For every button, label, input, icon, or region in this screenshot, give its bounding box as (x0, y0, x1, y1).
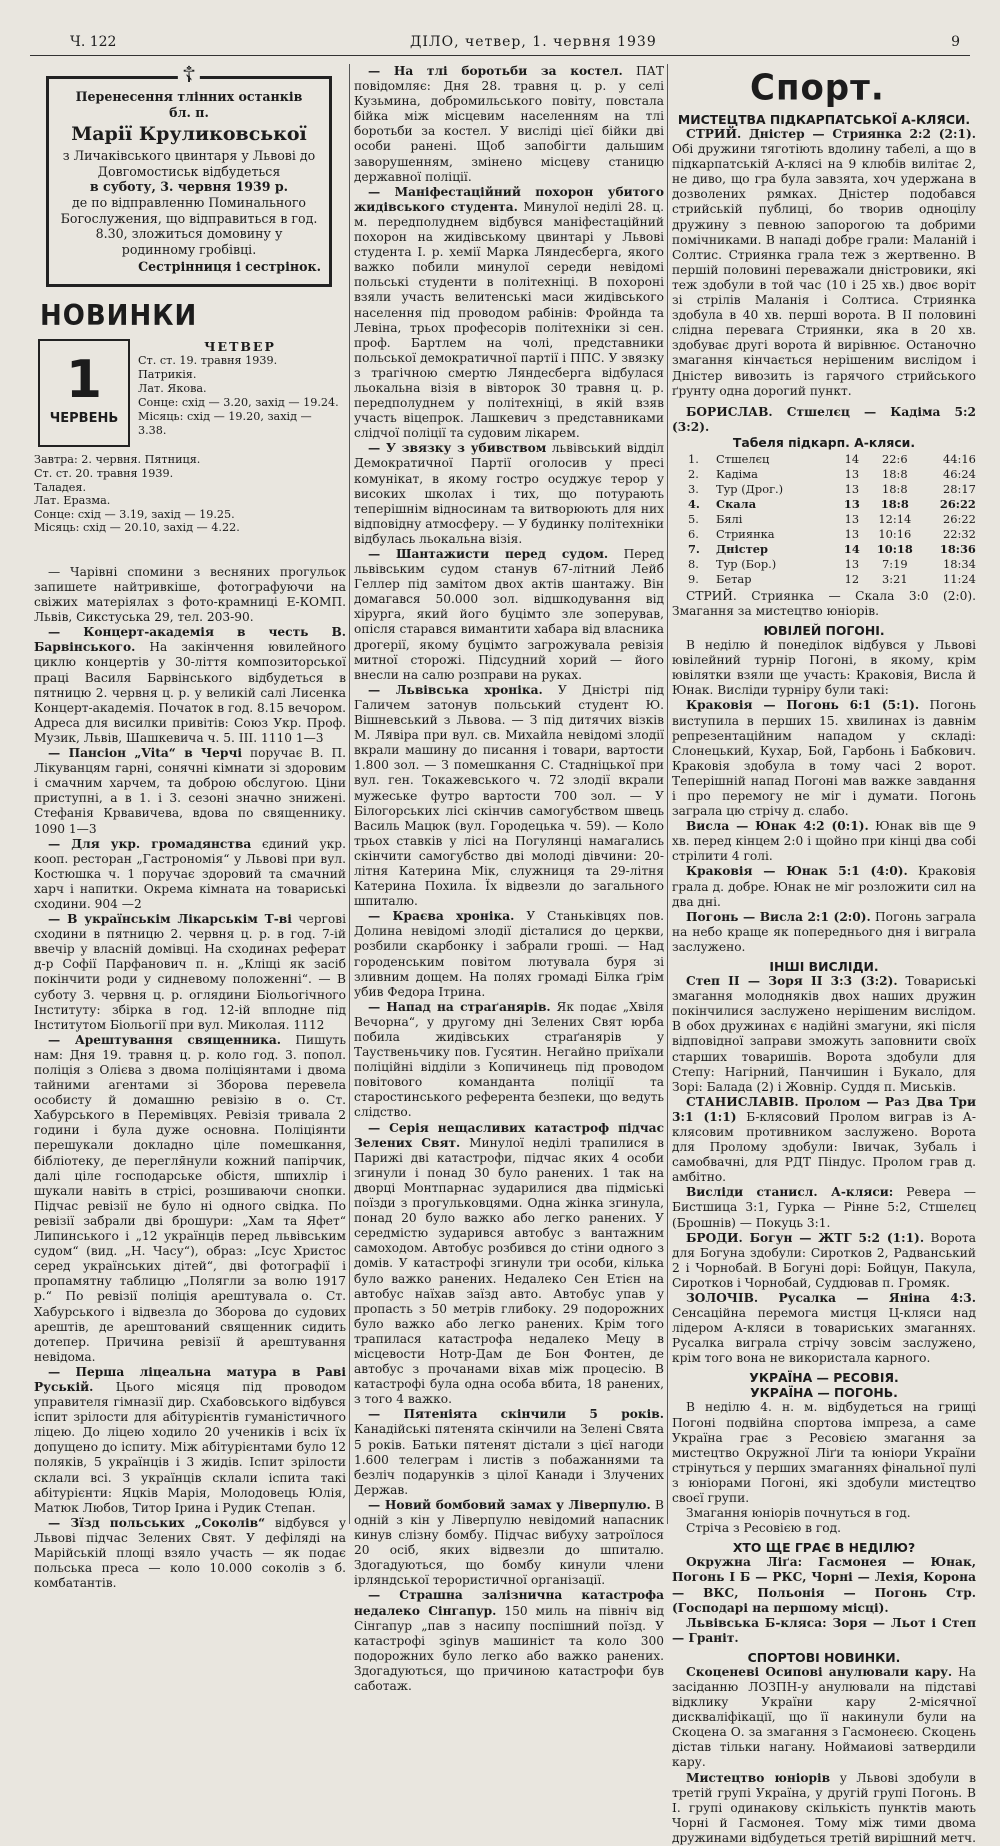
table-cell-s: 18:8 (880, 496, 909, 511)
calendar-info (138, 339, 342, 438)
table-cell-n: 7. (688, 541, 700, 556)
table-row (686, 542, 978, 557)
table-cell-team: Скала (716, 496, 757, 511)
masthead-date: ДІЛО, четвер, 1. червня 1939 (410, 34, 657, 50)
news-item: — Пансіон „Vita“ в Черчі поручає В. П. Лікуванцям гарні, сонячні кімнати зі здоровим і смачним харчем, та доброю обслугою. Ціни приступні, а в 1. і 3. сезоні значно знижені. Стефанія Крвавичева, вдова по священнику. 1090 1—3 (34, 746, 346, 836)
cross-icon: ☦ (178, 65, 200, 87)
sport-item: Окружна Ліґа: Гасмонея — Юнак, Погонь І Б — РКС, Чорні — Лехія, Корона — ВКС, Польонія — Погонь Стр. (Господарі на першому місці). (672, 1555, 976, 1615)
news-item: — Напад на страґанярів. Як подає „Хвіля Вечорна“, у другому дні Зелених Свят юрба побила жидівських страґанярів у Тауственьчику пов. Гусятин. Негайно приїхали поліційні відділи з Копичинець під проводом повітового команданта поліції та старостинського референта безпеки, що ведуть слідство. (354, 999, 664, 1120)
column-right-sport (672, 64, 977, 1845)
sport-result: БОРИСЛАВ. Стшелєц — Кадіма 5:2 (3:2). (672, 404, 976, 434)
sport-item: Скоценеві Осипові анулювали кару. На засіданню ЛОЗПН-у анулювали на підставі відкликy України кару 2-місячної дискваліфікації, що її накинули були на Скоцена О. за змагання з Гасмонеєю. Скоцень дістав тільки наганy. Ноймаиові затвердили кару. (672, 1664, 976, 1770)
column-divider (349, 64, 350, 1524)
news-item: — Маніфестаційний похорон убитого жидівського студента. Минулої неділі 28. ц. м. передполуднем відбувся маніфестаційний похорон на жидівському цвинтарі у Львові студента І. р. хемії Марка Ляндесберга, якого важко побили минулої середи невідомі польські студенти в політехніці. В похороні взяли участь велитенські маси жидівського населення під проводом рабінів: Фройнда та Левіна, трьох професорів політехніки зі сен. проф. Бартлем на чолі, представники польської демократичної партії і ППС. У звязку з трагічною смертю Ляндесберга відбулася льокальна візія в вівторок 30 травня ц. р. передполуднем у політехніці, в якій взяв участь віцепрок. Лашкевич з представниками слідчої поліції та судовим лікарем. (354, 184, 665, 441)
news-item: — Арештування священника. Пишуть нам: Дня 19. травня ц. р. коло год. 3. попол. поліція з Олієва з двома поліціянтами і двома тайними агентами зі Зборова перевела особисту й домашню ревізію в о. Ст. Хабурського в Перемівцях. Ревізія тривала 2 години і була дуже основна. Поліціянти перешукали докладно ціле помешкання, бібліотеку, де перегля̄нули кожний папірчик, далі ціле господарське обістя, шпихлір і шукали навіть в стрісі, розшиваючи снопки. Підчас ревізії не було ні одного свідка. По ревізії забрали дві брошури: „Хам та Яфет“ Липинського і „12 українців перед львівським судом“ (вид. „Н. Часу“), образ: „Ісус Христос серед українських дітей“, дві фотографії і пропамятну таблицю „Полягли за волю 1917 р.“ По ревізії поліція арештувала о. Ст. Хабурського і відвезла до Зборова до судових арештів, де арештований священник сидить дотепер. Причина ревізії й арештування невідома. (34, 1032, 346, 1364)
notice-date: в суботу, 3. червня 1939 р. (89, 179, 289, 195)
calendar-line: Місяць: схід — 19.20, захід — 3.38. (138, 410, 312, 438)
sport-item: Мистецтво юніорів у Львові здобули в третій групі Україна, у другій групі Погонь. В І. групі одинакову скількість пунктів мають Чорні й Гасмонея. Тому між тими двома дружинами відбудеться третій вирішний метч. (672, 1770, 977, 1845)
sport-heading: ХТО ЩЕ ГРАЄ В НЕДІЛЮ? (732, 1540, 916, 1556)
table-cell-g: 12 (844, 571, 860, 586)
table-row (686, 482, 978, 497)
table-cell-team: Тур (Дрог.) (716, 481, 784, 496)
news-item: — Пятеніята скінчили 5 років. Канадійські пятенята скінчили на Зелені Свята 5 років. Батьки пятенят дістали з цієї нагоди 1.600 телеграм і листів з побажаннями та безліч подарунків з цілої Канади і Злучених Держав. (354, 1407, 664, 1497)
calendar-line: Лат. Якова. (138, 382, 207, 396)
table-cell-s: 10:18 (876, 541, 913, 556)
table-cell-p: 44:16 (943, 451, 976, 466)
notice-line: бл. п. (169, 104, 209, 120)
sport-item: Краковія — Погонь 6:1 (5:1). Погонь виступила в перших 15. хвилинах із давнім репрезентаційним нападом у складі: Слонецький, Кухар, Бой, Гарбонь і Бабкович. Краковія здобула в тому часі 2 ворот. Теперішній напад Погоні мав важке завдання і про перемогу не міг і думати. Погонь заграла цю стрічу д. слабо. (672, 698, 976, 819)
calendar-line: Патрикія. (138, 368, 197, 382)
news-item: — В українськім Лікарськім Т-ві чергові сходини в пятницю 2. червня ц. р. в год. 7-ій ввечір у власній домівці. На сходинах реферат д-р Софії Парфанович п. н. „Кліщі як засіб покінчити роди у сидневому положенні“. — В суботу 3. червня ц. р. оглядини Біольогічного Інституту: збірка в год. 12-ій вплодне під Інститутом Біольогії при вул. Миколая. 1112 (34, 912, 346, 1032)
table-cell-n: 3. (688, 481, 699, 496)
news-list-left (34, 565, 346, 1591)
table-row (686, 527, 978, 542)
column-middle (354, 64, 665, 1694)
weekday: ЧЕТВЕР (204, 339, 276, 355)
table-row (686, 572, 978, 587)
table-row (686, 497, 978, 512)
table-cell-team: Стшелєц (716, 451, 770, 466)
sport-item: ЗОЛОЧІВ. Русалка — Яніна 4:3. Сенсаційна перемога мистця Ц-кляси над лідером А-кляси в товариських змаганнях. Русалка виграла стрічу зовсім заслужено, крім того вона не використала карного. (672, 1291, 976, 1366)
sport-heading: УКРАЇНА — РЕСОВІЯ. (749, 1370, 899, 1386)
table-row (686, 452, 978, 467)
tomorrow-line: Завтра: 2. червня. Пятниця. (34, 453, 201, 467)
news-item: — Новий бомбовий замах у Ліверпулю. В одній з кін у Ліверпулю невідомий напасник кинув слізну бомбу. Підчас вибуху затроїлося 20 осіб, яких відвезли до шпиталю. Здогадуються, що бомбу кинули члени ірляндської терористичної організації. (354, 1497, 664, 1588)
sport-item: СТРИЙ. Дністер — Стриянка 2:2 (2:1). Обі дружини тяготіють вдолину табелі, а що в підкарпатській А-клясі на 9 клюбів вилітає 2, не диво, що гра була завзята, хоч удержана в дозволених рямках. Дністер подобався стрийській публиці, бо творив одноцілу дружину з певною запорогою та добрими помічниками. В нападі добре грали: Маланій і Солтис. Стриянка грала теж з жертвенно. В першій половині переважали дністровики, які теж здобули в той час (10 і 25 хв.) двоє воріт зі стрілів Маланія і Солтиса. Стриянка здобула в 40 хв. перші ворота. В II половині слідна перевага Стриянки, яка в 20 хв. здобуває другі ворота й вирівнює. Останочно змагання кінчається нерішеним вислідом і Дністер вивозить із гарячого стрийського ґрунту одна дорогий пункт. (672, 127, 976, 398)
table-cell-s: 18:8 (882, 481, 908, 496)
notice-body: з Личаківського цвинтаря у Львові до Довгомостиськ відбудеться (62, 148, 316, 179)
sport-item: Краковія — Юнак 5:1 (4:0). Краковія грала д. добре. Юнак не міг розложити сил на два дні. (672, 864, 976, 909)
news-item: — Львівська хроніка. У Дністрі під Галичем затонув польський студент Ю. Вішневський з Львова. — З під дитячих візків М. Лявіра при вул. св. Михайла невідомі злодії вкрали машину до писання і товари, вартости 1.800 зол. — З помешкання С. Стадніцької при вул. ген. Токажевського ч. 72 злодії вкрали мужеське футро вартости 700 зол. — У Білогорських лісі скінчив самогубством швець Василь Мацюк (вул. Городецька ч. 59). — Коло трьох ставків у лісі на Погулянці намагались скінчити самогубство дві молоді дівчини: 20-літня Катерина Мік, служниця та 29-літня Катерина Похила. Їх відвезли до загального шпиталю. (354, 682, 664, 909)
notice-line: Перенесення тлінних останків (75, 89, 303, 104)
news-item: — Чарівні спомини з весняних прогульок запишете найтривкіше, фотографуючи на свіжих матеріялах з фото-крамниці Е-КОМП. Львів, Сикстуська 29, тел. 203-90. (34, 564, 346, 625)
table-cell-s: 3:21 (882, 571, 908, 586)
tomorrow-info (34, 453, 346, 535)
table-cell-team: Тур (Бор.) (716, 556, 777, 571)
news-item: — Страшна залізнична катастрофа недалеко Сінгапур. 150 миль на північ від Сінгапур „пав з насипу поспішний поїзд. У катастрофі зginув машиніст та коло 300 подорожних було легко або важко ранених. Здогадуються, що причиною катастрофи був саботаж. (354, 1588, 664, 1694)
news-item: — У звязку з убивством львівський відділ Демократичної Партії оголосив у пресі комунікат, в якому гостро осуджує терор у високих школах і тих, що потурають теперішнім відносинам та витворюють для них відповідну атмосферу. — У будинку політехніки відбулась льокальна візія. (354, 441, 664, 546)
sport-item: В неділю й понеділок відбувся у Львові ювілейний турнір Погоні, в якому, крім ювілятки взяли ще участь: Краковія, Висла й Юнак. Висліди турніру були такі: (672, 638, 976, 698)
notice-signature: Сестрінниця і сестрінок. (138, 259, 321, 275)
news-item: — Для укр. громадянства єдиний укр. кооп. ресторан „Гастрономія“ у Львові при вул. Костюшка ч. 1 поручає здоровий та смачний харч і напитки. Окрема кімната на товариські сходини. 904 —2 (34, 836, 346, 911)
notice-body: де по відправленню Поминального Богослужения, що відправиться в год. 8.30, зложиться домовину у родинному гробівці. (60, 194, 318, 257)
news-item: — Краєва хроніка. У Станьківцях пов. Долина невідомі злодії дісталися до церкви, розбили скарбонку і забрали гроші. — Над городенським повітом лютувала буря зі зливним дощем. На полях громаді Білка ґрім убив Федора Ітрина. (354, 909, 665, 999)
table-cell-s: 10:16 (878, 526, 912, 541)
sport-item: Львівська Б-кляса: Зоря — Льот і Степ — Граніт. (672, 1615, 976, 1645)
page-header (30, 30, 970, 56)
sport-item: Погонь — Висла 2:1 (2:0). Погонь заграла на небо краще як попереднього дня і виграла заслужено. (672, 909, 976, 954)
sport-item: БРОДИ. Богун — ЖТГ 5:2 (1:1). Ворота для Богуна здобули: Сироткoв 2, Радванський 2 і Чорнобай. В Богуні дорі: Бойцун, Пакула, Сироткoв і Чорнобай, Суддював п. Громяк. (672, 1230, 976, 1290)
league-table (686, 452, 978, 587)
table-cell-n: 8. (688, 556, 699, 571)
page-number: 9 (951, 34, 960, 50)
table-cell-n: 6. (688, 526, 699, 541)
tomorrow-line: Таладея. (34, 480, 87, 494)
table-cell-n: 9. (688, 571, 699, 586)
table-cell-team: Кадіма (716, 466, 758, 481)
tomorrow-line: Ст. ст. 20. травня 1939. (34, 466, 174, 480)
table-cell-p: 26:22 (939, 496, 976, 511)
sport-heading: ІНШІ ВИСЛІДИ. (769, 959, 879, 975)
day-number: 1 (65, 350, 103, 411)
table-cell-p: 22:32 (943, 526, 976, 541)
news-item: — Зїзд польських „Соколів“ відбувся у Львові підчас Зелених Свят. У дефіляді на Марійській площі взяло участь — як подає польська преса — коло 10.000 соколів з б. комбатантів. (34, 1515, 346, 1591)
table-cell-team: Бетар (716, 571, 752, 586)
sport-item: СТАНИСЛАВІВ. Пролом — Раз Два Три 3:1 (1:1) Б-клясовий Пролом виграв із А-клясовим противником заслужено. Ворота для Пролому здобули: Івичак, Зубаль і самобвачні, для РДТ Піндус. Пролом грав д. амбітно. (672, 1094, 976, 1185)
table-cell-p: 26:22 (943, 511, 976, 526)
table-cell-team: Дністер (716, 541, 768, 556)
table-cell-s: 22:6 (882, 451, 908, 466)
table-cell-g: 13 (844, 481, 860, 496)
news-item: — Шантажисти перед судом. Перед львівським судом станув 67-літний Лейб Геллер під замітом двох актів шантажу. Він домагався 50.000 зол. відшкодування від хірурга, який його буцімто зле зоперував, опісля старався вимантити хабара від власника дрогерії, якому буцімто загрожувала ревізія митної сторожі. Підсудний хорий — його внесли на салю розправи на руках. (354, 547, 665, 682)
sport-heading: МИСТЕЦТВА ПІДКАРПАТСЬКОЇ А-КЛЯСИ. (677, 112, 971, 127)
issue-number: Ч. 122 (70, 34, 117, 50)
table-cell-p: 46:24 (943, 466, 976, 481)
calendar-line: Сонце: схід — 3.20, захід — 19.24. (138, 396, 339, 410)
table-cell-p: 18:36 (939, 541, 976, 556)
table-cell-p: 18:34 (943, 556, 976, 571)
table-cell-s: 18:8 (882, 466, 908, 481)
table-row (686, 467, 978, 482)
column-divider (667, 64, 668, 1524)
sport-item: Змагання юніорів почнуться в год. (686, 1506, 911, 1521)
news-item: — Перша ліцеальна матура в Раві Руській. Цього місяця під проводом управителя гімназії дир. Схабовського відбувся іспит зрілости для абітурієнтів гуманістичного ліцею. До ліцею ходило 20 учеників і всіх їх допущено до іспиту. Між абітурієнтами було 12 поляків, 5 українців і 3 жидів. Іспит зрілости склали всі. З українців склали іспита такі абітурієнти: Яцків Марія, Молодовець Юлія, Матюк Любов, Титор Ірина і Рудик Степан. (34, 1364, 346, 1515)
sport-item: В неділю 4. н. м. відбудеться на грищі Погоні подвійна спортова імпреза, а саме Україна грає з Ресовією змагання за мистецтво Окружної Ліґи та юніори України стрінуться у перших змаганнях фінальної пулі з юніорами Погоні, які здобули мистецтво своєї групи. (672, 1400, 976, 1506)
tomorrow-line: Місяць: схід — 20.10, захід — 4.22. (34, 521, 240, 535)
table-cell-team: Стриянка (716, 526, 775, 541)
sport-heading: СПОРТОВІ НОВИНКИ. (747, 1649, 901, 1665)
table-cell-p: 11:24 (943, 571, 976, 586)
month-name: ЧЕРВЕНЬ (49, 411, 119, 427)
table-cell-g: 13 (844, 526, 860, 541)
table-cell-g: 13 (844, 466, 860, 481)
table-cell-s: 12:14 (878, 511, 912, 526)
table-cell-g: 13 (844, 511, 860, 526)
table-row (686, 557, 978, 572)
table-cell-n: 1. (688, 451, 699, 466)
sport-heading: ЮВІЛЕЙ ПОГОНІ. (763, 623, 885, 639)
table-row (686, 512, 978, 527)
table-cell-n: 5. (688, 511, 699, 526)
column-left (34, 63, 346, 1591)
table-cell-g: 14 (843, 541, 860, 556)
calendar-box (34, 339, 346, 447)
sport-item: Висліди станисл. А-кляси: Ревера — Бистшица 3:1, Гурка — Рінне 5:2, Стшелєц (Брошнів) — Покуць 3:1. (672, 1185, 976, 1230)
sport-item: Степ II — Зоря II 3:3 (3:2). Товариські змагання молодняків двох наших дружин покінчилися заслужено нерішеним вислідом. В обох дружинах є надійні змагуни, які після відповідної заправи зможуть заповнити своїх старших товаришів. Ворота здобули для Степу: Нагірний, Панчишин і Букало, для Зорі: Балада (2) і Жовнір. Суддя п. Миськів. (672, 974, 976, 1094)
table-cell-g: 13 (844, 556, 860, 571)
table-cell-g: 14 (844, 451, 860, 466)
sport-result: СТРИЙ. Стриянка — Скала 3:0 (2:0). Змагання за мистецтво юніорів. (672, 588, 976, 618)
funeral-notice (46, 63, 332, 287)
news-item: — На тлі боротьби за костел. ПАТ повідомляє: Дня 28. травня ц. р. у селі Кузьмина, добромильського повіту, повстала бійка між місцевим населенням на тлі боротьби за костел. У висліді цієї бійки дві особи ранені. Щоб запобігти дальшим заворушенням, змінено місцеву станицю державної поліції. (354, 64, 664, 184)
table-cell-n: 2. (688, 466, 699, 481)
calendar-day (38, 339, 130, 447)
notice-name: Марії Круликовської (71, 123, 307, 146)
table-cell-g: 13 (843, 496, 860, 511)
calendar-line: Ст. ст. 19. травня 1939. (138, 354, 278, 368)
news-item: — Серія нещасливих катастроф підчас Зелених Свят. Минулої неділі трапилися в Парижі дві катастрофи, підчас яких 4 особи згинули і понад 30 було ранених. 1 так на дворці Монтпарнас зударилися два підміські поїзди з прогульковцями. Одна жінка згинула, понад 20 було важко або легко ранених. У середмістю зударився автобус з вантажним самоходом. Автобус розбився до стіни одного з домів. У катастрофі згинули три особи, кілька було важко ранених. Недалеко Сен Етієн на автобус наїхав заїзд авто. Автобус упав у пропасть з 50 метрів глибоку. 29 подорожних було важко або легко ранених. Крім того трапилася катастрофа недалеко Мецу в місцевости Нотр-Дам де Бон Фонтен, де автобус з прочанами віхав між процесію. В катастрофі була одна особа вбита, 18 ранених, з того 4 важко. (354, 1120, 665, 1407)
table-cell-s: 7:19 (882, 556, 908, 571)
table-cell-team: Бялі (716, 511, 743, 526)
news-item: — Концерт-академія в честь В. Барвінського. На закінчення ювилейного циклю концертів у 30-ліття композиторської праці Василя Барвінського відбудеться в пятницю 2. червня ц. р. у великій салі Лисенка Концерт-академія. Початок в год. 8.15 вечором. Адреса для висилки привітів: Союз Укр. Проф. Музик, Львів, Шашкевича ч. 5. III. 1110 1—3 (34, 625, 346, 745)
table-cell-p: 28:17 (943, 481, 976, 496)
tomorrow-line: Сонце: схід — 3.19, захід — 19.25. (34, 507, 235, 521)
section-title-news: НОВИНКИ (40, 299, 198, 333)
table-title: Табеля підкарп. А-кляси. (732, 434, 916, 450)
tomorrow-line: Лат. Еразма. (34, 494, 111, 508)
sport-item: Висла — Юнак 4:2 (0:1). Юнак вів ще 9 хв. перед кінцем 2:0 і щойно при кінці два собі стрілити 4 голі. (672, 819, 976, 864)
table-cell-n: 4. (688, 496, 700, 511)
section-title-sport: Спорт. (750, 67, 885, 109)
sport-item: Стріча з Ресовією в год. (686, 1521, 841, 1536)
sport-heading: УКРАЇНА — ПОГОНЬ. (750, 1385, 898, 1401)
